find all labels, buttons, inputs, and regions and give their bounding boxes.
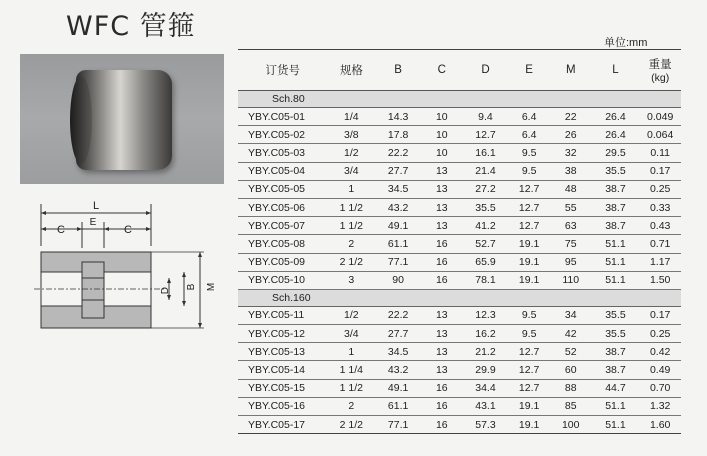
cell-E: 19.1 [508, 253, 550, 271]
cell-L: 29.5 [592, 144, 640, 162]
cell-D: 29.9 [463, 361, 509, 379]
cell-E: 12.7 [508, 361, 550, 379]
cell-B: 43.2 [375, 361, 421, 379]
col-L: L [592, 50, 640, 91]
cell-L: 38.7 [592, 361, 640, 379]
cell-M: 48 [550, 180, 592, 198]
cell-E: 19.1 [508, 397, 550, 415]
cell-order-number: YBY.C05-14 [238, 361, 327, 379]
col-M: M [550, 50, 592, 91]
cell-M: 75 [550, 235, 592, 253]
cell-E: 12.7 [508, 198, 550, 216]
cell-size: 1/2 [327, 144, 375, 162]
cell-order-number: YBY.C05-09 [238, 253, 327, 271]
cell-E: 12.7 [508, 343, 550, 361]
cell-order-number: YBY.C05-08 [238, 235, 327, 253]
cell-E: 9.5 [508, 162, 550, 180]
cell-C: 16 [421, 416, 463, 434]
cell-weight: 0.42 [639, 343, 681, 361]
cell-L: 35.5 [592, 306, 640, 324]
cell-D: 16.2 [463, 325, 509, 343]
cell-B: 90 [375, 271, 421, 289]
cell-L: 51.1 [592, 271, 640, 289]
cell-E: 6.4 [508, 126, 550, 144]
table-row [238, 235, 681, 253]
section-row [238, 91, 681, 108]
cell-E: 19.1 [508, 271, 550, 289]
cell-L: 38.7 [592, 180, 640, 198]
page-title: WFC 管箍 [66, 11, 196, 42]
cell-C: 16 [421, 253, 463, 271]
col-B: B [375, 50, 421, 91]
cell-size: 1 1/2 [327, 379, 375, 397]
cell-weight: 0.25 [639, 325, 681, 343]
cell-L: 26.4 [592, 108, 640, 126]
cell-E: 9.5 [508, 144, 550, 162]
cell-size: 1 [327, 343, 375, 361]
cell-order-number: YBY.C05-04 [238, 162, 327, 180]
cell-M: 26 [550, 126, 592, 144]
cell-weight: 0.33 [639, 198, 681, 216]
cell-C: 16 [421, 397, 463, 415]
cell-weight: 0.064 [639, 126, 681, 144]
cell-B: 14.3 [375, 108, 421, 126]
cell-order-number: YBY.C05-06 [238, 198, 327, 216]
cell-order-number: YBY.C05-03 [238, 144, 327, 162]
cell-order-number: YBY.C05-01 [238, 108, 327, 126]
product-photo [20, 54, 224, 184]
cell-M: 38 [550, 162, 592, 180]
cell-E: 19.1 [508, 416, 550, 434]
col-order-number: 订货号 [238, 50, 327, 91]
cell-B: 77.1 [375, 253, 421, 271]
cell-D: 35.5 [463, 198, 509, 216]
cell-M: 34 [550, 306, 592, 324]
cell-B: 49.1 [375, 217, 421, 235]
dim-label-M: M [206, 282, 217, 292]
cell-order-number: YBY.C05-11 [238, 306, 327, 324]
section-label: Sch.160 [238, 289, 681, 306]
cell-B: 22.2 [375, 144, 421, 162]
cell-D: 65.9 [463, 253, 509, 271]
cell-size: 1 1/4 [327, 361, 375, 379]
cell-L: 35.5 [592, 162, 640, 180]
cell-M: 100 [550, 416, 592, 434]
cell-M: 22 [550, 108, 592, 126]
cell-D: 41.2 [463, 217, 509, 235]
spec-table-wrapper [238, 49, 681, 434]
cell-weight: 0.17 [639, 306, 681, 324]
cell-weight: 0.43 [639, 217, 681, 235]
cell-B: 49.1 [375, 379, 421, 397]
cell-size: 3 [327, 271, 375, 289]
cell-weight: 0.11 [639, 144, 681, 162]
cell-L: 35.5 [592, 325, 640, 343]
cell-D: 43.1 [463, 397, 509, 415]
cell-C: 10 [421, 144, 463, 162]
cell-C: 10 [421, 108, 463, 126]
cell-C: 13 [421, 198, 463, 216]
cell-order-number: YBY.C05-07 [238, 217, 327, 235]
cell-M: 32 [550, 144, 592, 162]
table-row [238, 343, 681, 361]
cell-M: 55 [550, 198, 592, 216]
cell-C: 10 [421, 126, 463, 144]
table-row [238, 306, 681, 324]
cell-D: 52.7 [463, 235, 509, 253]
table-row [238, 271, 681, 289]
cell-weight: 0.049 [639, 108, 681, 126]
table-row [238, 198, 681, 216]
dim-label-L: L [92, 200, 100, 212]
cell-E: 12.7 [508, 379, 550, 397]
cell-size: 3/8 [327, 126, 375, 144]
cell-L: 51.1 [592, 253, 640, 271]
cell-M: 63 [550, 217, 592, 235]
cell-D: 12.3 [463, 306, 509, 324]
cell-size: 2 1/2 [327, 416, 375, 434]
cell-order-number: YBY.C05-02 [238, 126, 327, 144]
cell-weight: 0.17 [639, 162, 681, 180]
cell-L: 26.4 [592, 126, 640, 144]
dimension-drawing [24, 196, 224, 356]
cell-weight: 0.49 [639, 361, 681, 379]
table-row [238, 379, 681, 397]
cell-D: 16.1 [463, 144, 509, 162]
cell-D: 21.2 [463, 343, 509, 361]
spec-table [238, 49, 681, 434]
cell-C: 13 [421, 343, 463, 361]
cell-M: 60 [550, 361, 592, 379]
cell-D: 57.3 [463, 416, 509, 434]
cell-M: 110 [550, 271, 592, 289]
cell-C: 13 [421, 217, 463, 235]
cell-weight: 0.25 [639, 180, 681, 198]
unit-label: 单位:mm [604, 37, 648, 49]
cell-E: 9.5 [508, 306, 550, 324]
cell-B: 22.2 [375, 306, 421, 324]
table-row [238, 126, 681, 144]
section-row [238, 289, 681, 306]
cell-C: 13 [421, 162, 463, 180]
cell-C: 13 [421, 361, 463, 379]
cell-L: 38.7 [592, 198, 640, 216]
table-row [238, 144, 681, 162]
cell-weight: 1.32 [639, 397, 681, 415]
cell-C: 16 [421, 235, 463, 253]
cell-M: 42 [550, 325, 592, 343]
cell-order-number: YBY.C05-12 [238, 325, 327, 343]
dim-label-D: D [160, 287, 171, 295]
cell-B: 61.1 [375, 235, 421, 253]
dim-label-C-left: C [57, 224, 65, 236]
table-row [238, 108, 681, 126]
cell-L: 44.7 [592, 379, 640, 397]
cell-order-number: YBY.C05-16 [238, 397, 327, 415]
cell-C: 13 [421, 306, 463, 324]
cell-size: 1 1/2 [327, 217, 375, 235]
col-weight-unit: (kg) [651, 72, 670, 84]
cell-B: 27.7 [375, 162, 421, 180]
table-row [238, 162, 681, 180]
cell-B: 43.2 [375, 198, 421, 216]
table-row [238, 416, 681, 434]
cell-order-number: YBY.C05-15 [238, 379, 327, 397]
table-row [238, 325, 681, 343]
col-size: 规格 [327, 50, 375, 91]
cell-D: 9.4 [463, 108, 509, 126]
col-D: D [463, 50, 509, 91]
cell-L: 51.1 [592, 235, 640, 253]
col-weight [639, 50, 681, 91]
cell-D: 78.1 [463, 271, 509, 289]
cell-D: 27.2 [463, 180, 509, 198]
dim-label-B: B [186, 283, 197, 291]
col-E: E [508, 50, 550, 91]
cell-D: 12.7 [463, 126, 509, 144]
cell-size: 1 1/2 [327, 198, 375, 216]
col-C: C [421, 50, 463, 91]
col-weight-label: 重量 [648, 59, 672, 71]
cell-E: 19.1 [508, 235, 550, 253]
table-row [238, 361, 681, 379]
cell-B: 34.5 [375, 180, 421, 198]
cell-order-number: YBY.C05-10 [238, 271, 327, 289]
cell-size: 3/4 [327, 325, 375, 343]
cell-C: 16 [421, 271, 463, 289]
section-label: Sch.80 [238, 91, 681, 108]
cell-M: 52 [550, 343, 592, 361]
cell-B: 17.8 [375, 126, 421, 144]
cell-weight: 0.70 [639, 379, 681, 397]
cell-size: 3/4 [327, 162, 375, 180]
cell-L: 51.1 [592, 416, 640, 434]
cell-size: 1/4 [327, 108, 375, 126]
cell-D: 34.4 [463, 379, 509, 397]
dim-label-C-right: C [124, 224, 132, 236]
table-body [238, 91, 681, 434]
table-row [238, 180, 681, 198]
cell-order-number: YBY.C05-13 [238, 343, 327, 361]
cell-size: 2 1/2 [327, 253, 375, 271]
table-row [238, 217, 681, 235]
cell-L: 38.7 [592, 217, 640, 235]
cell-B: 34.5 [375, 343, 421, 361]
cell-weight: 1.60 [639, 416, 681, 434]
table-row [238, 253, 681, 271]
cell-size: 2 [327, 397, 375, 415]
cell-order-number: YBY.C05-05 [238, 180, 327, 198]
cell-C: 16 [421, 379, 463, 397]
cell-M: 88 [550, 379, 592, 397]
table-row [238, 397, 681, 415]
cell-size: 2 [327, 235, 375, 253]
cell-weight: 1.17 [639, 253, 681, 271]
cell-B: 61.1 [375, 397, 421, 415]
cell-E: 12.7 [508, 217, 550, 235]
cell-order-number: YBY.C05-17 [238, 416, 327, 434]
cell-M: 95 [550, 253, 592, 271]
coupling-image [76, 70, 172, 170]
cell-B: 27.7 [375, 325, 421, 343]
table-header-row [238, 50, 681, 91]
cell-weight: 0.71 [639, 235, 681, 253]
cell-E: 12.7 [508, 180, 550, 198]
cell-L: 38.7 [592, 343, 640, 361]
cell-E: 9.5 [508, 325, 550, 343]
cell-E: 6.4 [508, 108, 550, 126]
cell-size: 1/2 [327, 306, 375, 324]
cell-D: 21.4 [463, 162, 509, 180]
cell-C: 13 [421, 325, 463, 343]
cell-weight: 1.50 [639, 271, 681, 289]
cell-M: 85 [550, 397, 592, 415]
dim-label-E: E [89, 217, 97, 228]
cell-size: 1 [327, 180, 375, 198]
cell-C: 13 [421, 180, 463, 198]
cell-B: 77.1 [375, 416, 421, 434]
cell-L: 51.1 [592, 397, 640, 415]
